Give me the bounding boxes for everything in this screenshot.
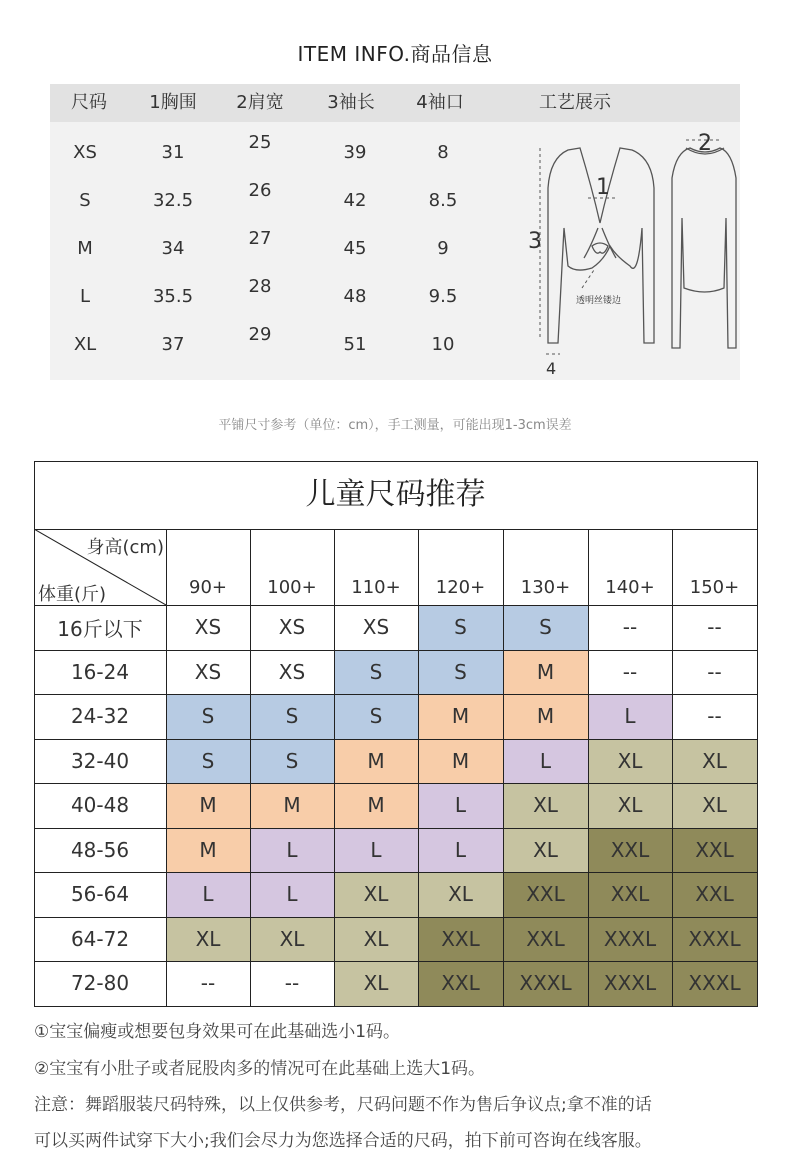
header-craft: 工艺展示 <box>539 92 611 113</box>
diagram-label-3: 3 <box>528 229 542 254</box>
height-header: 110+ <box>351 577 401 598</box>
header-sleeve-length: 3袖长 <box>327 92 375 113</box>
size-cell: XXL <box>672 872 757 917</box>
height-header: 120+ <box>435 577 486 598</box>
size-cell: XL <box>503 828 588 873</box>
diagram-lace-label: 透明丝镂边 <box>576 296 622 306</box>
grid-line <box>34 461 758 462</box>
size-cell: XXXL <box>672 917 757 962</box>
size-cell: XXXL <box>588 961 672 1006</box>
size-cell: M <box>166 783 250 828</box>
size-cell: L <box>166 872 250 917</box>
size-cell: L <box>418 828 503 873</box>
height-header: 100+ <box>267 577 317 598</box>
size-cell: XXL <box>418 917 503 962</box>
size-cell: M <box>418 694 503 739</box>
size-cell: XXXL <box>503 961 588 1006</box>
size-cell: XS <box>194 659 222 684</box>
size-cell: -- <box>622 615 638 640</box>
size-cell: -- <box>200 971 216 996</box>
size-cell: L <box>503 739 588 784</box>
grid-line <box>34 1006 758 1007</box>
size-cell: L <box>250 872 334 917</box>
size-cell: -- <box>622 659 638 684</box>
info-cell: 29 <box>248 324 272 345</box>
header-chest: 1胸围 <box>149 92 197 113</box>
grid-line <box>334 529 335 1006</box>
info-cell: 37 <box>161 334 185 355</box>
weight-label: 16斤以下 <box>57 616 143 641</box>
info-cell: 8 <box>437 142 449 163</box>
size-cell: XL <box>503 783 588 828</box>
size-cell: S <box>334 694 418 739</box>
size-cell: L <box>588 694 672 739</box>
measure-note: 平铺尺寸参考（单位：cm），手工测量，可能出现1-3cm误差 <box>218 418 572 433</box>
height-axis-label: 身高(cm) <box>86 537 164 558</box>
info-cell: 26 <box>248 180 272 201</box>
size-cell: S <box>250 694 334 739</box>
info-cell: 10 <box>431 334 455 355</box>
size-cell: XXXL <box>672 961 757 1006</box>
weight-label: 64-72 <box>70 926 130 951</box>
size-cell: XXL <box>503 872 588 917</box>
height-header: 150+ <box>689 577 740 598</box>
height-header: 140+ <box>605 577 655 598</box>
weight-label: 48-56 <box>70 837 130 862</box>
size-cell: -- <box>707 704 722 729</box>
info-cell: XS <box>73 142 97 163</box>
size-cell: M <box>166 828 250 873</box>
size-cell: XL <box>672 783 757 828</box>
grid-line <box>34 872 758 873</box>
size-cell: XXL <box>418 961 503 1006</box>
kids-table-title: 儿童尺码推荐 <box>305 477 486 512</box>
size-cell: S <box>418 650 503 695</box>
size-cell: XXL <box>588 828 672 873</box>
info-cell: 27 <box>248 228 272 249</box>
info-cell: 8.5 <box>428 190 458 211</box>
weight-axis-label: 体重(斤) <box>38 584 107 605</box>
info-cell: 9 <box>437 238 449 259</box>
page-title: ITEM INFO.商品信息 <box>297 42 493 66</box>
grid-line <box>34 739 758 740</box>
size-cell: S <box>166 739 250 784</box>
weight-label: 24-32 <box>70 704 130 729</box>
info-cell: M <box>77 238 93 259</box>
size-cell: XS <box>278 615 306 640</box>
size-cell: -- <box>284 971 300 996</box>
grid-line <box>34 917 758 918</box>
grid-line <box>34 783 758 784</box>
size-cell: XL <box>588 783 672 828</box>
size-cell: XL <box>418 872 503 917</box>
size-cell: XXL <box>672 828 757 873</box>
size-cell: M <box>334 783 418 828</box>
info-cell: 34 <box>161 238 185 259</box>
size-cell: -- <box>707 659 722 684</box>
size-cell: S <box>250 739 334 784</box>
size-cell: XL <box>166 917 250 962</box>
info-cell: 32.5 <box>152 190 194 211</box>
footnote: ①宝宝偏瘦或想要包身效果可在此基础选小1码。 <box>34 1022 401 1042</box>
grid-line <box>34 650 758 651</box>
size-cell: XL <box>334 872 418 917</box>
info-cell: XL <box>73 334 97 355</box>
grid-line <box>34 605 758 606</box>
diagram-label-2: 2 <box>698 131 712 156</box>
header-cuff: 4袖口 <box>416 92 464 113</box>
grid-line <box>34 828 758 829</box>
info-cell: 45 <box>343 238 367 259</box>
size-cell: XXL <box>588 872 672 917</box>
size-cell: L <box>418 783 503 828</box>
info-cell: 35.5 <box>152 286 194 307</box>
info-cell: S <box>79 190 91 211</box>
diagram-label-4: 4 <box>546 359 557 378</box>
info-cell: 9.5 <box>428 286 458 307</box>
grid-line <box>588 529 589 1006</box>
grid-line <box>34 461 35 1007</box>
weight-label: 40-48 <box>70 793 130 818</box>
size-cell: L <box>334 828 418 873</box>
grid-line <box>34 694 758 695</box>
info-cell: L <box>79 286 91 307</box>
header-shoulder: 2肩宽 <box>236 92 284 113</box>
grid-line <box>672 529 673 1006</box>
info-cell: 42 <box>343 190 367 211</box>
weight-label: 32-40 <box>70 748 130 773</box>
weight-label: 56-64 <box>70 882 130 907</box>
size-cell: XL <box>250 917 334 962</box>
grid-line <box>34 529 758 530</box>
size-cell: XL <box>672 739 757 784</box>
size-cell: S <box>503 605 588 650</box>
size-cell: M <box>418 739 503 784</box>
size-info-header <box>50 84 740 122</box>
grid-line <box>757 461 758 1007</box>
size-cell: L <box>250 828 334 873</box>
size-cell: S <box>418 605 503 650</box>
info-cell: 31 <box>161 142 185 163</box>
size-cell: XL <box>334 917 418 962</box>
size-cell: XXL <box>503 917 588 962</box>
garment-diagram <box>520 128 740 378</box>
size-cell: M <box>503 650 588 695</box>
footnote: 可以买两件试穿下大小;我们会尽力为您选择合适的尺码，拍下前可咨询在线客服。 <box>34 1131 652 1151</box>
size-cell: XXXL <box>588 917 672 962</box>
info-cell: 25 <box>248 132 272 153</box>
footnote: 注意：舞蹈服装尺码特殊，以上仅供参考，尺码问题不作为售后争议点;拿不准的话 <box>34 1095 652 1115</box>
info-cell: 51 <box>343 334 367 355</box>
grid-line <box>418 529 419 1006</box>
size-cell: XS <box>278 659 306 684</box>
size-cell: S <box>166 694 250 739</box>
size-cell: M <box>334 739 418 784</box>
grid-line <box>503 529 504 1006</box>
diagram-label-1: 1 <box>596 175 610 200</box>
weight-label: 72-80 <box>70 971 130 996</box>
size-cell: XS <box>362 615 390 640</box>
footnote: ②宝宝有小肚子或者屁股肉多的情况可在此基础上选大1码。 <box>34 1059 486 1079</box>
height-header: 130+ <box>520 577 571 598</box>
grid-line <box>34 961 758 962</box>
info-cell: 28 <box>248 276 272 297</box>
weight-label: 16-24 <box>70 659 130 684</box>
size-cell: M <box>250 783 334 828</box>
height-header: 90+ <box>189 577 227 598</box>
grid-line <box>166 529 167 1006</box>
size-cell: S <box>334 650 418 695</box>
size-info-table <box>50 84 740 380</box>
size-cell: XL <box>334 961 418 1006</box>
size-cell: -- <box>707 615 722 640</box>
size-cell: M <box>503 694 588 739</box>
size-cell: XS <box>194 615 222 640</box>
info-cell: 39 <box>343 142 367 163</box>
info-cell: 48 <box>343 286 367 307</box>
grid-line <box>250 529 251 1006</box>
header-size: 尺码 <box>71 92 107 113</box>
size-cell: XL <box>588 739 672 784</box>
